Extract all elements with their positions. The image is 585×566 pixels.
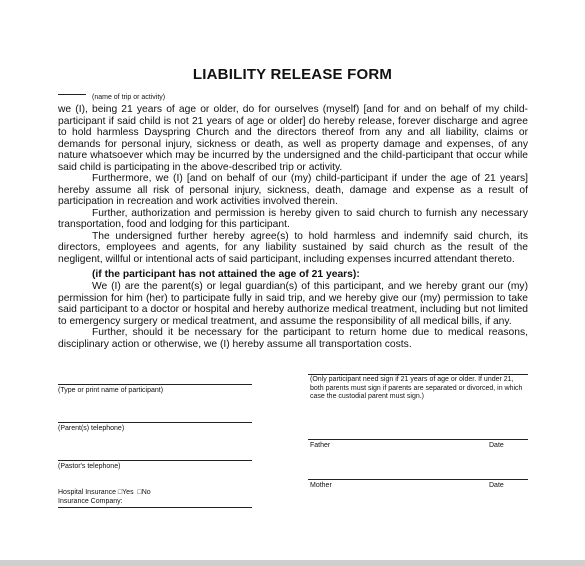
pastor-phone-label: (Pastor's telephone) <box>58 463 121 470</box>
mother-date-label: Date <box>489 482 504 489</box>
father-date-label: Date <box>489 442 504 449</box>
paragraph-assume-risk: Furthermore, we (I) [and on behalf of our (my) child-participant if under the age of 21 years] hereby assume all risk of personal injury, sickness, death, damage and expense as a result of participation in recreation and work activities involved therein. <box>58 173 528 207</box>
yes-checkbox[interactable]: □Yes <box>117 489 134 496</box>
mother-label: Mother <box>310 482 332 489</box>
minor-heading: (if the participant has not attained the age of 21 years): <box>92 269 360 280</box>
paragraph-return-home: Further, should it be necessary for the participant to return home due to medical reasons, disciplinary action or otherwise, we (I) hereby assume all transportation costs. <box>58 327 528 350</box>
signing-note: (Only participant need sign if 21 years of age or older. If under 21, both parents must sign if parents are separated or divorced, in which case the custodial parent must sign.) <box>310 376 523 400</box>
paragraph-release: we (I), being 21 years of age or older, do for ourselves (myself) [and for and on behalf of my child-participant if said child is not 21 years of age or older] do hereby release, forever discharge and agree to hold harmless Dayspring Church and the directors thereof from any and all liability, claims or demands for personal injury, sickness or death, as well as property damage and expenses, of any nature whatsoever which may be incurred by the undersigned and the child-participant that occur while said child is participating in the above-described trip or activity. <box>58 104 528 173</box>
mother-signature-line[interactable] <box>308 479 528 480</box>
paragraph-indemnify: The undersigned further hereby agree(s) to hold harmless and indemnify said church, its directors, employees and agents, for any liability sustained by said church as the result of the negligent, willful or intentional acts of said participant, including expenses incurred attendant thereto. <box>58 230 528 265</box>
insurance-company-line[interactable] <box>58 507 252 508</box>
parent-phone-label: (Parent(s) telephone) <box>58 425 125 432</box>
father-label: Father <box>310 442 331 449</box>
minor-body <box>58 281 528 350</box>
trip-name-hint: (name of trip or activity) <box>92 94 166 101</box>
paragraph-parent-permission: We (I) are the parent(s) or legal guardian(s) of this participant, and we hereby grant our (my) permission for him (her) to participate fully in said trip, and we hereby give our (my) permission to take said participant to a doctor or hospital and hereby authorize medical treatment, including but not limited to emergency surgery or medical treatment, and assume the responsibility of all medical bills, if any. <box>58 281 528 327</box>
father-signature-line[interactable] <box>308 439 528 440</box>
insurance-company-label: Insurance Company: <box>58 498 123 505</box>
trip-name-line <box>58 94 86 95</box>
paragraph-authorization: Further, authorization and permission is hereby given to said church to furnish any necessary transportation, food and lodging for this participant. <box>58 207 528 230</box>
no-checkbox[interactable]: □No <box>137 489 151 496</box>
hospital-insurance-label: Hospital Insurance <box>58 489 118 496</box>
form-title: LIABILITY RELEASE FORM <box>192 66 393 83</box>
release-body <box>58 104 528 265</box>
participant-signature-line[interactable] <box>308 374 528 375</box>
participant-name-label: (Type or print name of participant) <box>58 387 164 394</box>
parent-phone-line[interactable] <box>58 422 252 423</box>
page-bottom-edge <box>0 560 585 566</box>
participant-name-line[interactable] <box>58 384 252 385</box>
pastor-phone-line[interactable] <box>58 460 252 461</box>
hospital-insurance-row <box>58 489 151 498</box>
